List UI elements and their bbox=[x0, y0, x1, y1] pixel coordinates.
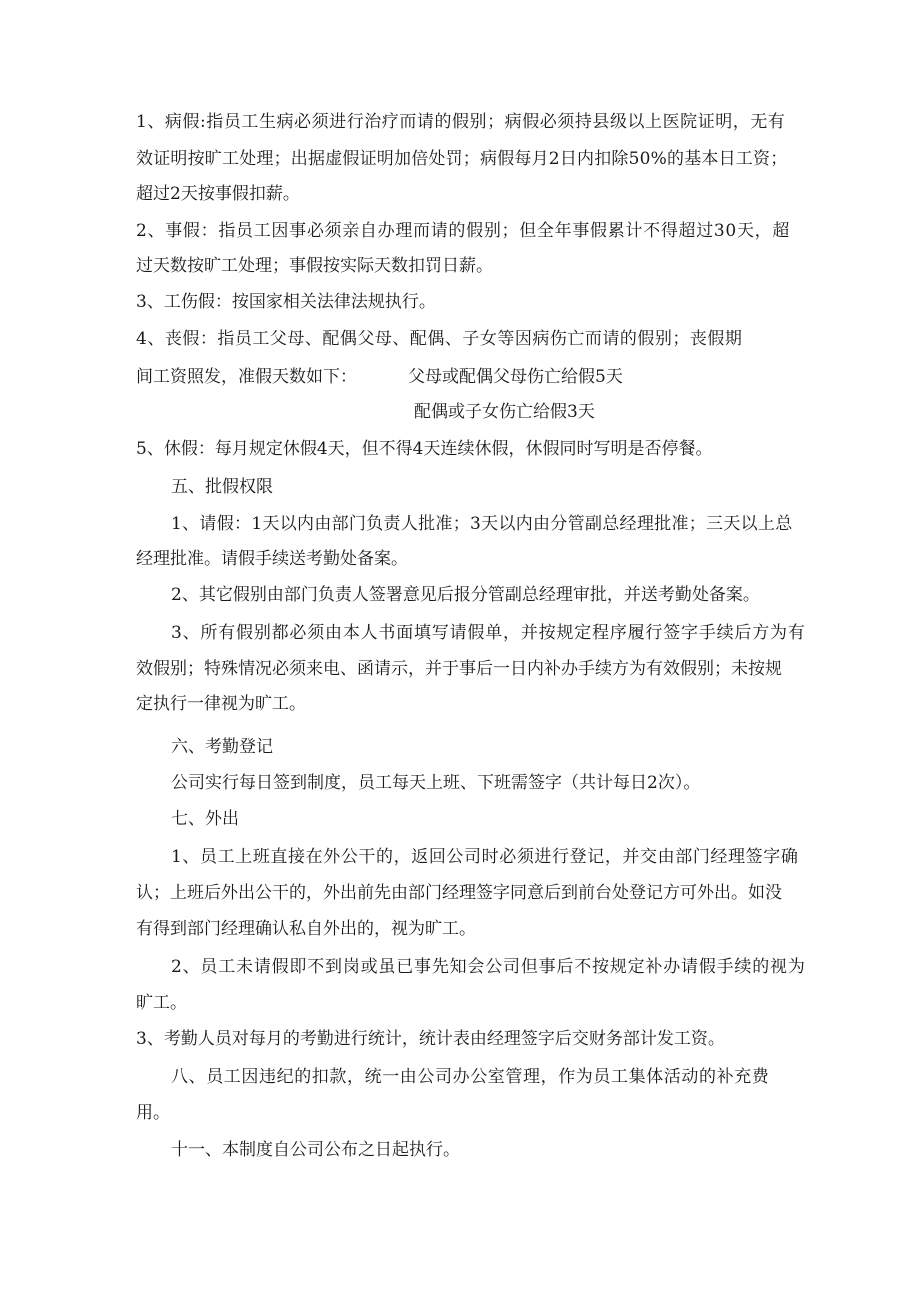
text-line: 2、员工未请假即不到岗或虽已事先知会公司但事后不按规定补办请假手续的视为 bbox=[171, 957, 806, 977]
text-line: 效假别；特殊情况必须来电、函请示，并于事后一日内补办手续方为有效假别；未按规 bbox=[136, 659, 782, 679]
text-line: 过天数按旷工处理；事假按实际天数扣罚日薪。 bbox=[136, 256, 493, 276]
text-line: 超过2天按事假扣薪。 bbox=[136, 184, 300, 204]
section-heading: 五、批假权限 bbox=[171, 477, 273, 497]
text-line: 3、所有假别都必须由本人书面填写请假单，并按规定程序履行签字手续后方为有 bbox=[171, 623, 806, 643]
text-line: 3、工伤假：按国家相关法律法规执行。 bbox=[136, 292, 436, 312]
section-heading: 七、外出 bbox=[171, 809, 239, 829]
text-line: 定执行一律视为旷工。 bbox=[136, 694, 306, 714]
text-line: 八、员工因违纪的扣款，统一由公司办公室管理，作为员工集体活动的补充费 bbox=[171, 1067, 770, 1087]
text-line: 父母或配偶父母伤亡给假5天 bbox=[408, 367, 623, 387]
text-line: 2、其它假别由部门负责人签署意见后报分管副总经理审批，并送考勤处备案。 bbox=[171, 585, 760, 605]
section-heading: 十一、本制度自公司公布之日起执行。 bbox=[171, 1140, 460, 1160]
text-line: 旷工。 bbox=[136, 993, 187, 1013]
text-line: 1、员工上班直接在外公干的，返回公司时必须进行登记，并交由部门经理签字确 bbox=[171, 847, 799, 867]
text-line: 认；上班后外出公干的，外出前先由部门经理签字同意后到前台处登记方可外出。如没 bbox=[136, 883, 782, 903]
text-line: 有得到部门经理确认私自外出的，视为旷工。 bbox=[136, 919, 476, 939]
text-line: 间工资照发，准假天数如下： bbox=[136, 367, 357, 387]
text-line: 1、请假：1天以内由部门负责人批准；3天以内由分管副总经理批准；三天以上总 bbox=[171, 514, 793, 534]
text-line: 配偶或子女伤亡给假3天 bbox=[414, 402, 595, 422]
text-line: 2、事假：指员工因事必须亲自办理而请的假别；但全年事假累计不得超过30天，超 bbox=[136, 221, 791, 241]
text-line: 经理批准。请假手续送考勤处备案。 bbox=[136, 549, 408, 569]
text-line: 公司实行每日签到制度，员工每天上班、下班需签字（共计每日2次）。 bbox=[171, 773, 701, 793]
text-line: 4、丧假：指员工父母、配偶父母、配偶、子女等因病伤亡而请的假别；丧假期 bbox=[136, 329, 743, 349]
text-line: 3、考勤人员对每月的考勤进行统计，统计表由经理签字后交财务部计发工资。 bbox=[136, 1029, 725, 1049]
text-line: 5、休假：每月规定休假4天，但不得4天连续休假，休假同时写明是否停餐。 bbox=[136, 439, 713, 459]
text-line: 1、病假:指员工生病必须进行治疗而请的假别；病假必须持县级以上医院证明，无有 bbox=[136, 112, 786, 132]
text-line: 用。 bbox=[136, 1103, 170, 1123]
text-line: 效证明按旷工处理；出据虚假证明加倍处罚；病假每月2日内扣除50%的基本日工资； bbox=[136, 149, 788, 169]
section-heading: 六、考勤登记 bbox=[171, 737, 273, 757]
